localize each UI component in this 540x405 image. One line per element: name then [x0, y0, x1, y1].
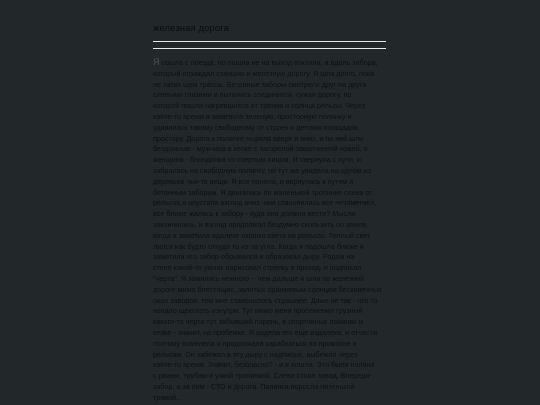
- body-line: "черта". Я замялась немного -- чем дальше я шла по железной: [153, 273, 365, 283]
- body-line: женщина - блондинка со стертым лицом. Я свернула с пути, и: [153, 155, 361, 165]
- body-line: начало щекотать изнутри. Тут мимо меня просеменил грузный: [153, 306, 363, 316]
- post-body: [153, 57, 393, 404]
- body-line: кепке - значит, на пробежке. Я видела его еще издалека, и отчасти: [153, 327, 377, 337]
- body-line: заметила что забор обрывался и образовал дыру. Рядом на: [153, 252, 355, 262]
- body-line: рельсам. Он забежал в эту дыру с надписью, выбежал через: [153, 349, 358, 359]
- body-line: дороге мимо блестящих, залитых оранжевым солнцем бесконечных: [153, 284, 382, 294]
- body-line: простору. Дорога к полянке ныряла вверх и вниз, и по ней шли: [153, 133, 364, 143]
- body-line: какого-то черта тут забывший парень, в спортивных лосинах и: [153, 317, 363, 327]
- body-line: бездомные - мужчина в кепке с загорелой-закопченной кожей, и: [153, 144, 368, 154]
- body-line: слепыми глазами и пытались соединится, сужая дорогу, по: [153, 90, 352, 100]
- body-line: не затих шум трассы. Бетонные заборы смотрели друг на друга: [153, 79, 367, 89]
- post-title: железная дорога: [153, 23, 230, 34]
- body-line: когда я заметила вдалеке окошко света на рельсах. Теплый свет: [153, 230, 371, 240]
- body-line: стене какой-то умник нарисовал стрелку в проход, и подписал: [153, 263, 362, 273]
- body-line: травой...: [153, 392, 183, 402]
- body-line: окон заводов, тем мне становилось страшнее. Даже не так - что то: [153, 295, 378, 305]
- body-line: бетонным заборам. Я двигалась по маленькой тропинке слева от: [153, 187, 373, 197]
- body-line: рельсов,я опустила взгляд вниз -она становилась все незаметней,: [153, 198, 377, 208]
- body-line: закончились, и взгляд продолжал бездумно скользить по земле,: [153, 219, 369, 229]
- body-line: все ближе жалась к забору - куда она должна вести? Мысли: [153, 209, 356, 219]
- body-line: Я сошла с поезда, но пошла не на выход вокзала, а вдоль забора,: [153, 57, 378, 67]
- body-line: который ограждал станцию и железную дорогу. Я шла долго, пока: [153, 68, 375, 78]
- title-divider-bottom: [153, 48, 386, 49]
- body-line: удивилась такому свободному от строек и детских площадок,: [153, 122, 360, 132]
- body-line: которой пошли нагревшиеся от трения и солнца рельсы. Через: [153, 101, 366, 111]
- body-line: лился как будто откуда то из-за угла. Когда я подошла ближе я: [153, 241, 364, 251]
- body-line: забралась на свободную полянку, но тут же увидела на одном из: [153, 165, 372, 175]
- body-line: какое-то время я заметила зеленую, просторную полянку и: [153, 111, 352, 121]
- drop-cap: Я: [153, 57, 160, 67]
- body-line: с рвами, трубам и узкой тропинкой. Слева стоял завод. Впереди-: [153, 371, 372, 381]
- body-line: деревьев чьи-то вещи. Я все поняла, и вернулась к путям и: [153, 176, 354, 186]
- body-line: поэтому осмелела и продолжала карабкаться по промзоне и: [153, 338, 357, 348]
- body-line: какое-то время. Значит, безопасно? - и я вошла. Это была поляна: [153, 360, 375, 370]
- title-divider-top: [153, 41, 386, 42]
- body-line: забор, а за ним - СТО и дорога. Полянка поросла низенькой: [153, 381, 355, 391]
